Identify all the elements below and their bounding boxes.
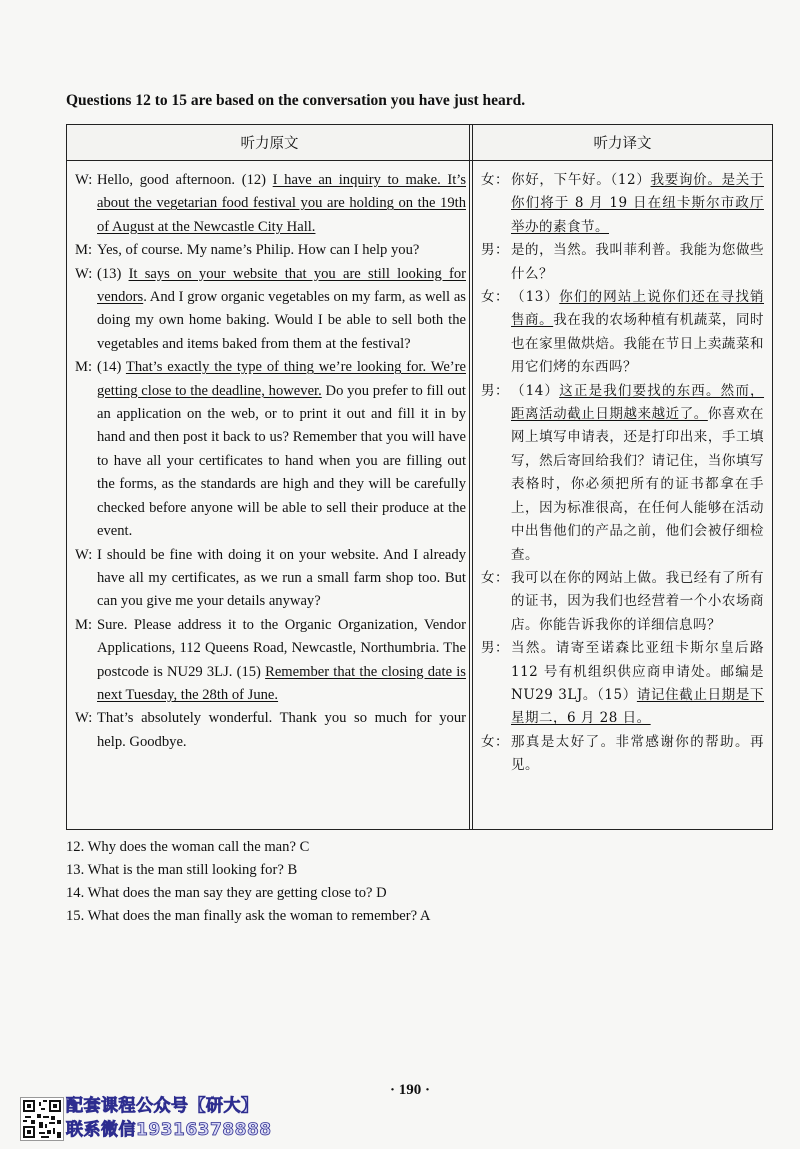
dialogue-fragment: （13） [511,289,560,306]
dialogue-fragment: 我在我的农场种植有机蔬菜，同时也在家里做烘焙。我能在节日上卖蔬菜和用它们烤的东西吗？ [511,312,765,376]
translation-column [473,125,772,829]
dialogue-fragment: 那真是太好了。非常感谢你的帮助。再见。 [511,733,764,774]
dialogue-text [97,614,466,708]
section-heading: Questions 12 to 15 are based on the conversation you have just heard. [66,92,526,109]
dialogue-turn [75,356,466,543]
answer-underlined-text: I have an inquiry to make. It’s about the vegetarian food festival you are holding on the 19th of August at the Newcastle City Hall. [97,172,467,235]
watermark-line: 配套课程公众号【研大】 [66,1096,259,1116]
dialogue-turn [75,169,466,239]
speaker-label: 女： [481,172,509,188]
speaker-label: 女： [481,569,509,586]
page-number: · 190 · [389,1082,430,1098]
dialogue-turn [75,544,466,614]
dialogue-text [511,731,764,778]
promo-watermark [66,1094,272,1142]
question-list [66,836,766,928]
speaker-label: 女： [481,289,509,306]
original-header: 听力原文 [67,125,472,161]
dialogue-text [97,169,466,239]
dialogue-fragment: 当然。请寄至诺森比亚纽卡斯尔皇后路 112 号有机组织供应商申请处。邮编是 NU29 3LJ。（15） [511,640,764,703]
dialogue-fragment: Sure. Please address it to the Organic Organization, Vendor Applications, 112 Queens Road, Newcastle, Northumbria. The postcode is NU29 3LJ. (15) [97,616,466,680]
question-item: 15. What does the man finally ask the woman to remember? A [66,908,431,924]
speaker-label: W: [75,172,93,188]
transcript-table [66,124,773,830]
speaker-label: 男： [481,640,509,657]
speaker-label: W: [75,546,93,563]
dialogue-turn [481,286,764,380]
speaker-label: 女： [481,733,509,750]
dialogue-fragment: (13) [97,265,129,282]
dialogue-turn [75,239,466,262]
dialogue-turn [481,169,764,239]
dialogue-fragment: I should be fine with doing it on your website. And I already have all my certificates, as we run a small farm shop too. But can you give me your details anyway? [97,546,466,610]
dialogue-text [97,544,466,614]
question-item: 14. What does the man say they are getting close to? D [66,885,387,901]
dialogue-text [97,356,466,543]
dialogue-fragment: Yes, of course. My name’s Philip. How can I help you? [97,242,420,259]
dialogue-text [511,637,764,731]
speaker-label: W: [75,710,93,727]
dialogue-text [511,169,764,239]
dialogue-fragment: That’s absolutely wonderful. Thank you so much for your help. Goodbye. [97,710,466,750]
dialogue-fragment: Hello, good afternoon. (12) [97,172,273,188]
watermark-line: 联系微信19316378888 [66,1120,272,1140]
speaker-label: W: [75,265,93,282]
dialogue-fragment: 你好，下午好。（12） [511,172,651,188]
dialogue-fragment: . And I grow organic vegetables on my farm, as well as doing my own home baking. Would I be able to sell both the vegetables and items baked from them at the festival? [97,289,466,352]
original-transcript [67,161,472,754]
dialogue-text [511,380,764,567]
answer-underlined-text: It says on your website that you are still looking for vendors [97,265,466,306]
answer-underlined-text: 你们的网站上说你们还在寻找销售商。 [511,289,765,329]
dialogue-fragment: Do you prefer to fill out an application on the web, or to print it out and fill it in by hand and then post it back to us? Remember that you will have to have all your certificates to hand when you are filling out the forms, as the standards are high and they will be carefully checked before anyone will be able to sell their produce at the event. [97,382,466,540]
dialogue-fragment: （14） [511,382,560,399]
speaker-label: M: [75,242,93,259]
dialogue-turn [75,707,466,754]
dialogue-turn [75,614,466,708]
original-column [67,125,472,829]
translation-header: 听力译文 [473,125,772,161]
dialogue-text [511,286,764,380]
dialogue-fragment: 是的，当然。我叫菲利普。我能为您做些什么？ [511,242,764,282]
question-item: 12. Why does the woman call the man? C [66,839,310,855]
answer-underlined-text: 这正是我们要找的东西。然而，距离活动截止日期越来越近了。 [511,382,765,423]
speaker-label: 男： [481,382,509,399]
answer-underlined-text: Remember that the closing date is next Tuesday, the 28th of June. [97,663,466,703]
answer-underlined-text: That’s exactly the type of thing we’re looking for. We’re getting close to the deadline, however. [97,359,466,399]
qr-code-icon [20,1097,64,1141]
dialogue-text [511,239,764,286]
dialogue-turn [481,239,764,286]
dialogue-turn [481,380,764,567]
question-item: 13. What is the man still looking for? B [66,862,298,878]
dialogue-turn [481,637,764,731]
dialogue-text [511,567,764,637]
answer-underlined-text: 请记住截止日期是下星期二，6 月 28 日。 [511,686,764,727]
answer-underlined-text: 我要询价。是关于你们将于 8 月 19 日在纽卡斯尔市政厅举办的素食节。 [511,172,764,235]
dialogue-fragment: 我可以在你的网站上做。我已经有了所有的证书，因为我们也经营着一个小农场商店。你能告诉我你的详细信息吗？ [511,569,764,633]
dialogue-turn [481,567,764,637]
dialogue-fragment: 你喜欢在网上填写申请表，还是打印出来，手工填写，然后寄回给我们？请记住，当你填写表格时，你必须把所有的证书都拿在手上，因为标准很高，在任何人能够在活动中出售他们的产品之前，他们会被仔细检查。 [511,406,765,563]
dialogue-fragment: (14) [97,359,126,376]
speaker-label: 男： [481,242,509,259]
dialogue-text [97,263,466,357]
translation-transcript [473,161,772,778]
dialogue-text [97,707,466,754]
dialogue-text [97,239,466,262]
dialogue-turn [75,263,466,357]
speaker-label: M: [75,616,93,633]
dialogue-turn [481,731,764,778]
speaker-label: M: [75,359,93,376]
